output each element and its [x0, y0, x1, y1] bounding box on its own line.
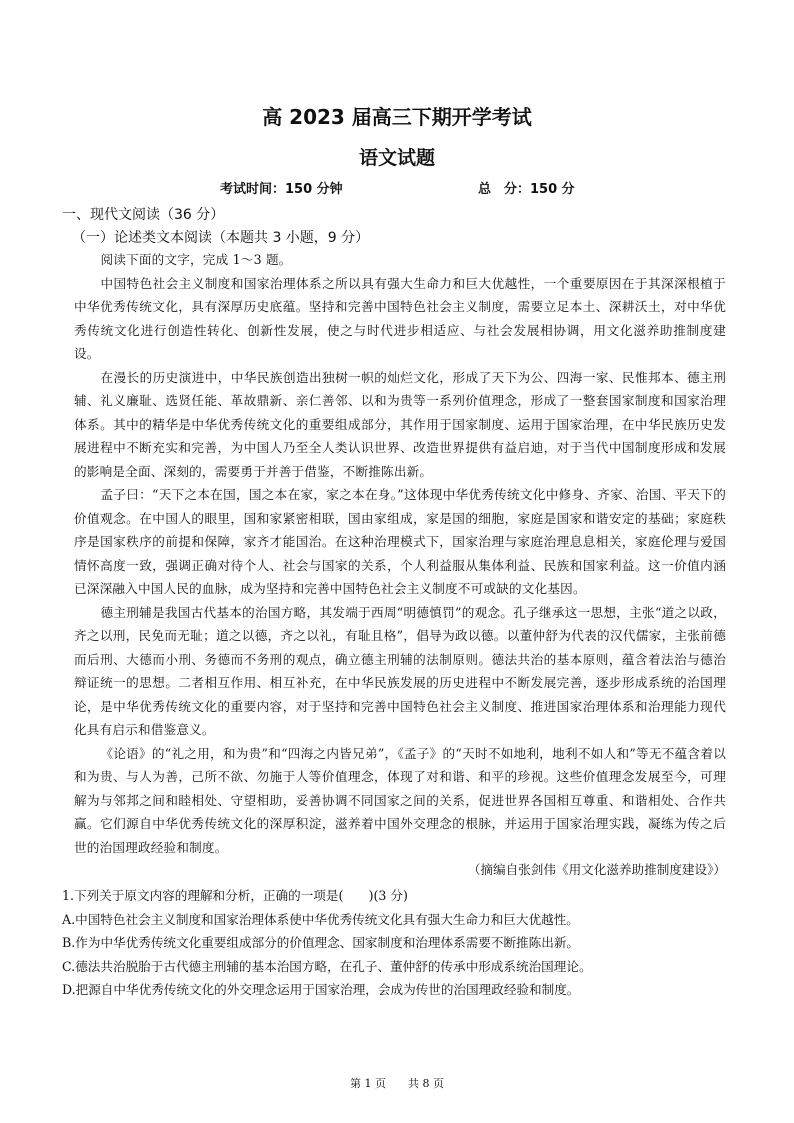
exam-total-score: 总 分：150 分: [478, 182, 575, 197]
exam-title: 高 2023 届高三下期开学考试: [262, 105, 532, 129]
question-block: [62, 884, 742, 1002]
passage-paragraph: 德主刑辅是我国古代基本的治国方略，其发端于西周“明德慎罚”的观念。孔子继承这一思想，主张“道之以政，齐之以刑，民免而无耻；道之以德，齐之以礼，有耻且格”，倡导为政以德。以董仲舒为代表的汉代儒家，主张前德而后刑、大德而小刑、务德而不务刑的观点，确立德主刑辅的法制原则。德法共治的基本原则，蕴含着法治与德治辩证统一的思想。二者相互作用、相互补充，在中华民族发展的历史进程中不断发展完善，逐步形成系统的治国理论，是中华优秀传统文化的重要内容，对于坚持和完善中国特色社会主义制度、推进国家治理体系和治理能力现代化具有启示和借鉴意义。: [74, 604, 726, 737]
passage-paragraph: 孟子曰：“天下之本在国，国之本在家，家之本在身。”这体现中华优秀传统文化中修身、齐家、治国、平天下的价值观念。在中国人的眼里，国和家紧密相联，国由家组成，家是国的细胞，家庭是国家和谐安定的基础；家庭秩序是国家秩序的前提和保障，家齐才能国治。在这种治理模式下，国家治理与家庭治理息息相关，家庭伦理与爱国情怀高度一致，强调正确对待个人、社会与国家的关系，个人利益服从集体利益、民族和国家利益。这一价值内涵已深深融入中国人民的血脉，成为坚持和完善中国特色社会主义制度不可或缺的文化基因。: [74, 487, 726, 596]
subsection-heading: （一）论述类文本阅读（本题共 3 小题，9 分）: [72, 230, 370, 246]
option-a: A.中国特色社会主义制度和国家治理体系使中华优秀传统文化具有强大生命力和巨大优越性。: [62, 911, 579, 927]
passage-paragraph: 中国特色社会主义制度和国家治理体系之所以具有强大生命力和巨大优越性，一个重要原因在于其深深根植于中华优秀传统文化，具有深厚历史底蕴。坚持和完善中国特色社会主义制度，需要立足本土、深耕沃土，对中华优秀传统文化进行创造性转化、创新性发展，使之与时代进步相适应、与社会发展相协调，用文化滋养助推制度建设。: [74, 275, 726, 361]
passage-paragraph: 在漫长的历史演进中，中华民族创造出独树一帜的灿烂文化，形成了天下为公、四海一家、民惟邦本、德主刑辅、礼义廉耻、选贤任能、革故鼎新、亲仁善邻、以和为贵等一系列价值理念，形成了一整套国家制度和国家治理体系。其中的精华是中华优秀传统文化的重要组成部分，其作用于国家制度、运用于国家治理，在中华民族历史发展进程中不断充实和完善，为中国人乃至全人类认识世界、改造世界提供有益启迪，对于当代中国制度形成和发展的影响是全面、深刻的，需要勇于并善于借鉴，不断推陈出新。: [74, 369, 726, 479]
exam-subtitle: 语文试题: [358, 147, 435, 169]
exam-time: 考试时间：150 分钟: [220, 182, 343, 197]
section-heading: 一、现代文阅读（36 分）: [62, 207, 225, 223]
passage-instruction: 阅读下面的文字，完成 1～3 题。: [100, 252, 292, 267]
page-number: 第 1 页 共 8 页: [350, 1077, 444, 1090]
passage-paragraph: 《论语》的“礼之用，和为贵”和“四海之内皆兄弟”，《孟子》的“天时不如地利，地利不如人和”等无不蕴含着以和为贵、与人为善，己所不欲、勿施于人等价值理念，体现了对和谐、和平的珍视。这些价值理念发展至今，可理解为与邻邦之间和睦相处、守望相助，妥善协调不同国家之间的关系，促进世界各国相互尊重、和谐相处、合作共赢。它们源自中华优秀传统文化的深厚积淀，滋养着中国外交理念的根脉，并运用于国家治理实践，凝练为传之后世的治国理政经验和制度。: [74, 745, 726, 855]
passage-source: （摘编自张剑伟《用文化滋养助推制度建设》）: [467, 862, 726, 877]
question-stem: 1.下列关于原文内容的理解和分析，正确的一项是( )(3 分): [62, 888, 408, 903]
option-b: B.作为中华优秀传统文化重要组成部分的价值理念、国家制度和治理体系需要不断推陈出新。: [62, 935, 580, 950]
option-c: C.德法共治脱胎于古代德主刑辅的基本治国方略，在孔子、董仲舒的传承中形成系统治国理论。: [62, 958, 592, 974]
reading-passage: [74, 248, 726, 859]
option-d: D.把源自中华优秀传统文化的外交理念运用于国家治理，会成为传世的治国理政经验和制度。: [62, 982, 580, 997]
